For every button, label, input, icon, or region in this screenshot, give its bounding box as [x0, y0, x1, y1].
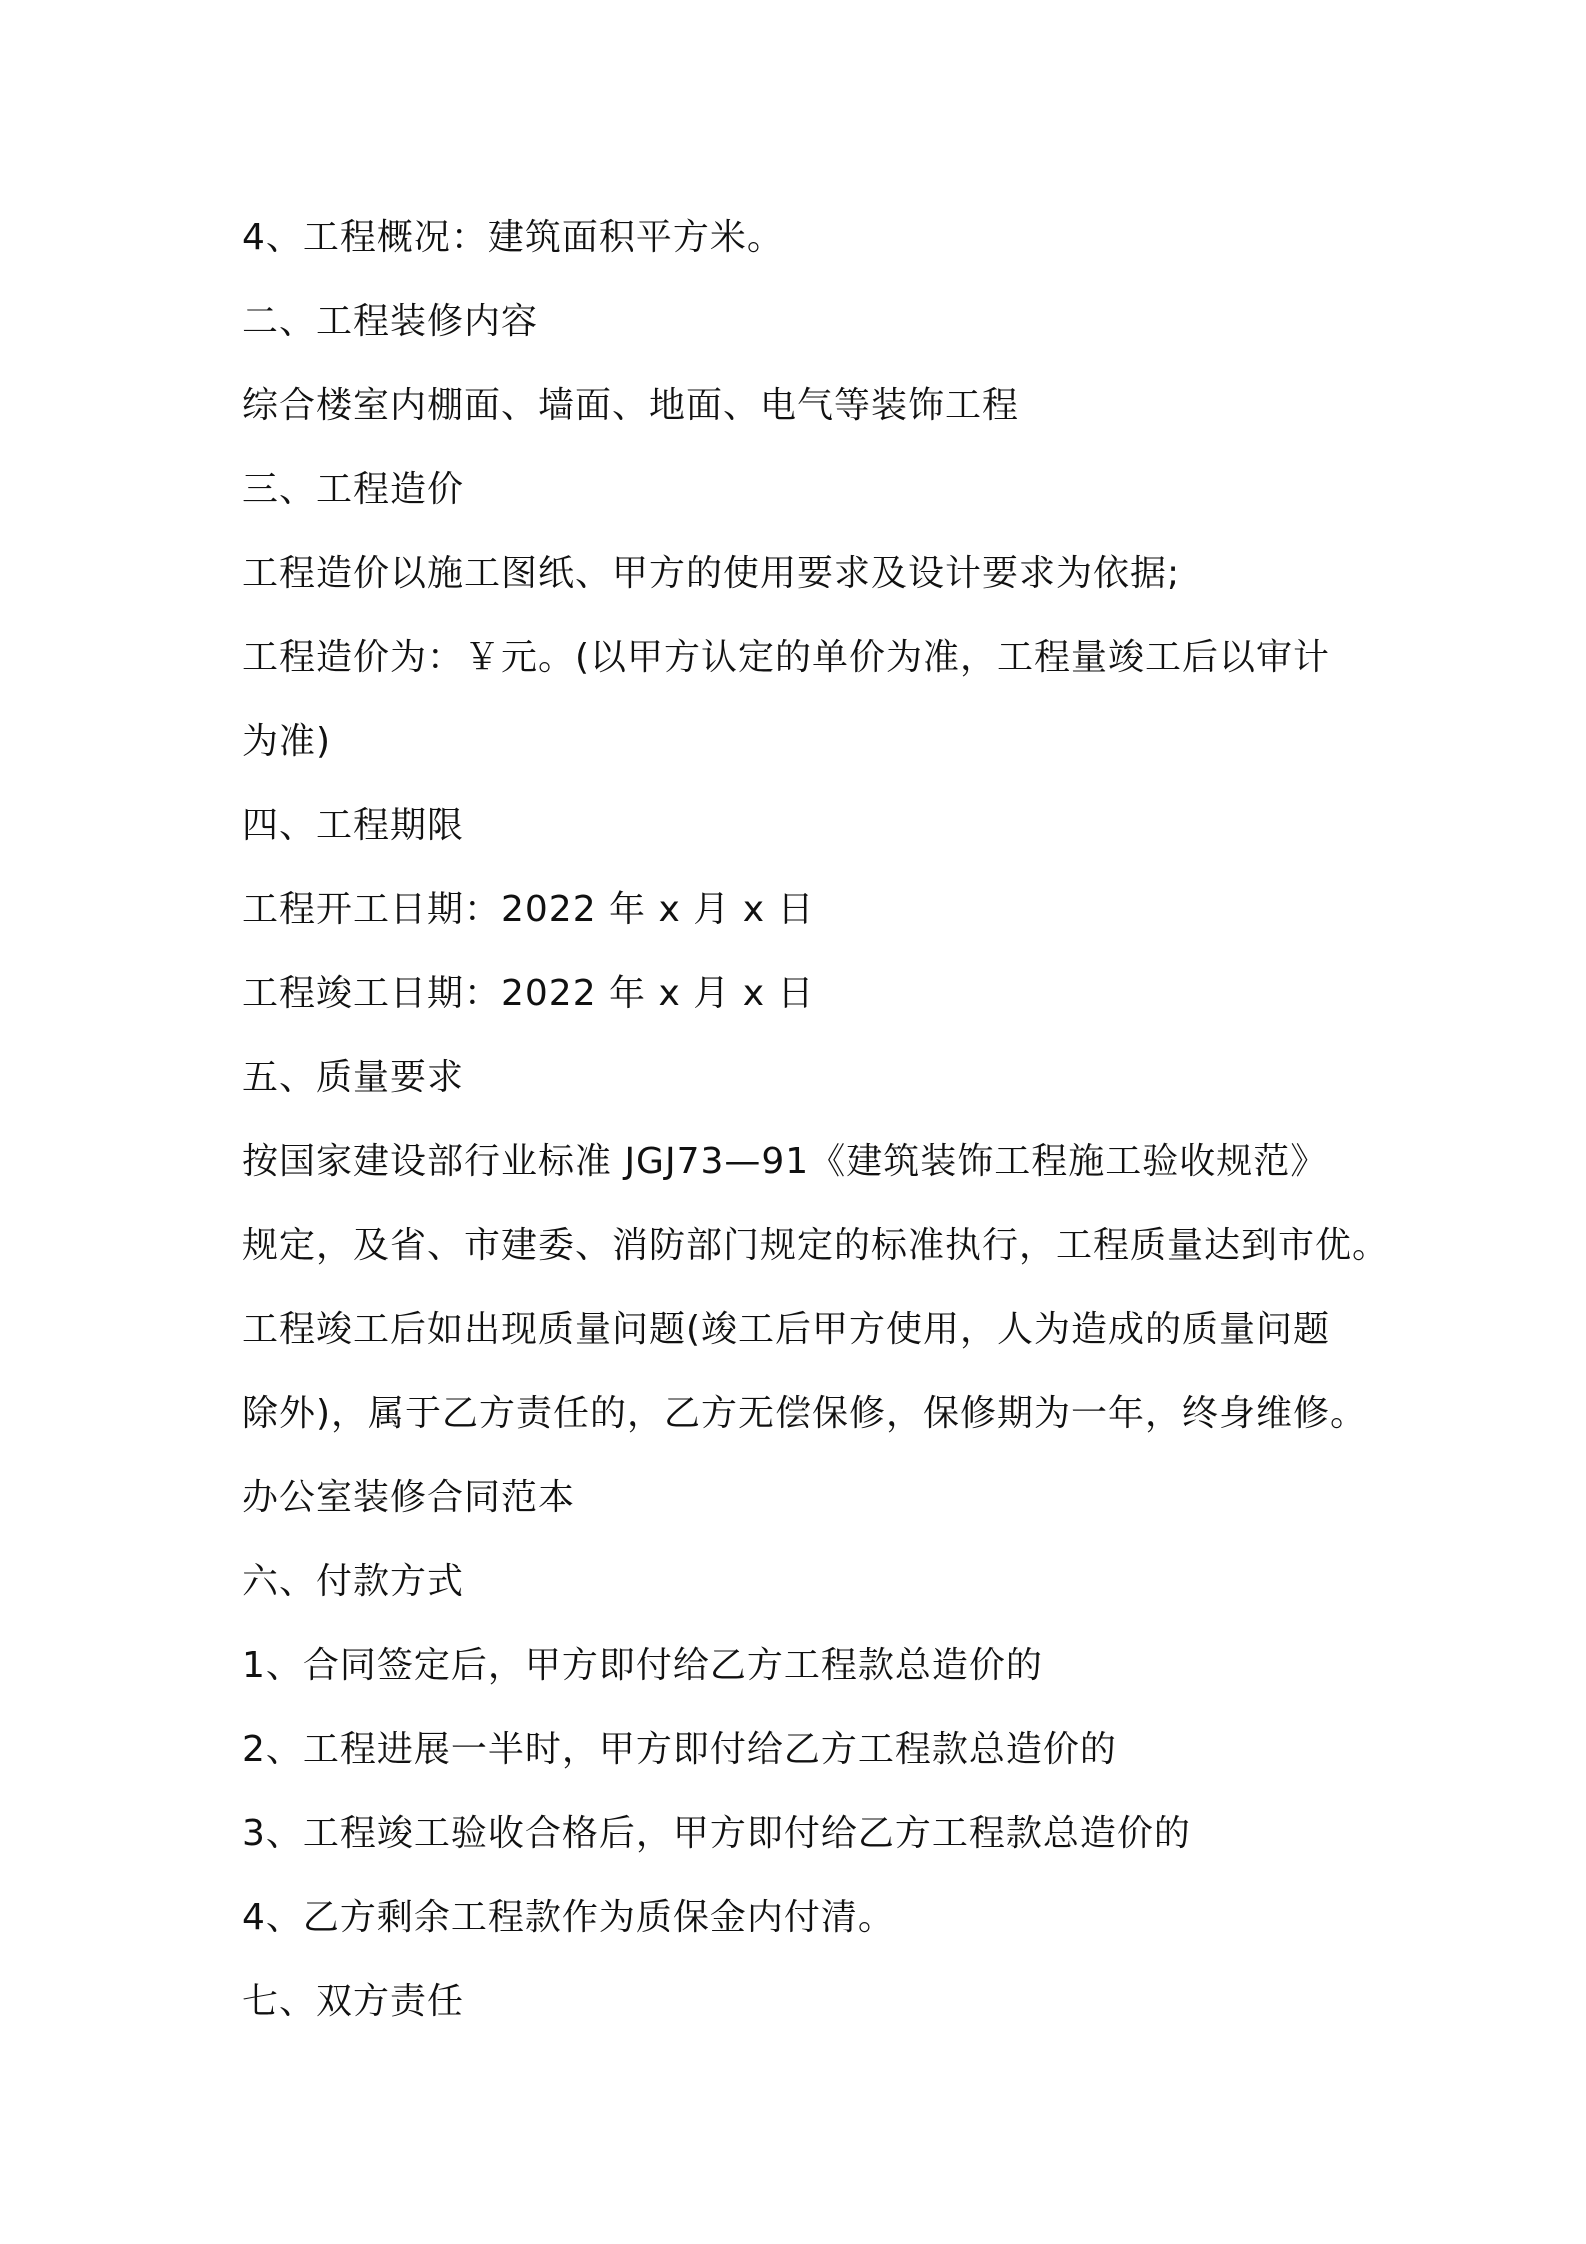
completion-date-text: 工程竣工日期：2022 年 x 月 x 日 — [242, 973, 815, 1014]
start-date-text: 工程开工日期：2022 年 x 月 x 日 — [242, 889, 815, 930]
payment-item-2: 2、工程进展一半时，甲方即付给乙方工程款总造价的 — [242, 1729, 1117, 1770]
quality-standard-text: 按国家建设部行业标准 JGJ73—91《建筑装饰工程施工验收规范》 — [242, 1141, 1328, 1182]
cost-basis-text: 工程造价以施工图纸、甲方的使用要求及设计要求为依据; — [242, 553, 1181, 594]
cost-amount-text-continued: 为准) — [242, 721, 332, 762]
document-body — [242, 196, 1390, 2044]
section-heading-decoration-content: 二、工程装修内容 — [242, 301, 539, 342]
warranty-text-continued: 除外)，属于乙方责任的，乙方无偿保修，保修期为一年，终身维修。 — [242, 1393, 1368, 1434]
section-heading-project-cost: 三、工程造价 — [242, 469, 465, 510]
project-overview-line: 4、工程概况：建筑面积平方米。 — [242, 217, 784, 258]
payment-item-3: 3、工程竣工验收合格后，甲方即付给乙方工程款总造价的 — [242, 1813, 1191, 1854]
section-heading-project-period: 四、工程期限 — [242, 805, 465, 846]
payment-item-4: 4、乙方剩余工程款作为质保金内付清。 — [242, 1897, 895, 1938]
warranty-text: 工程竣工后如出现质量问题(竣工后甲方使用，人为造成的质量问题 — [242, 1309, 1331, 1350]
cost-amount-text: 工程造价为：￥元。(以甲方认定的单价为准，工程量竣工后以审计 — [242, 637, 1331, 678]
contract-template-title: 办公室装修合同范本 — [242, 1477, 576, 1518]
section-heading-quality-requirements: 五、质量要求 — [242, 1057, 465, 1098]
quality-standard-text-continued: 规定，及省、市建委、消防部门规定的标准执行，工程质量达到市优。 — [242, 1225, 1390, 1266]
payment-item-1: 1、合同签定后，甲方即付给乙方工程款总造价的 — [242, 1645, 1043, 1686]
section-heading-responsibilities: 七、双方责任 — [242, 1981, 465, 2022]
section-heading-payment-method: 六、付款方式 — [242, 1561, 465, 1602]
decoration-content-text: 综合楼室内棚面、墙面、地面、电气等装饰工程 — [242, 385, 1020, 426]
